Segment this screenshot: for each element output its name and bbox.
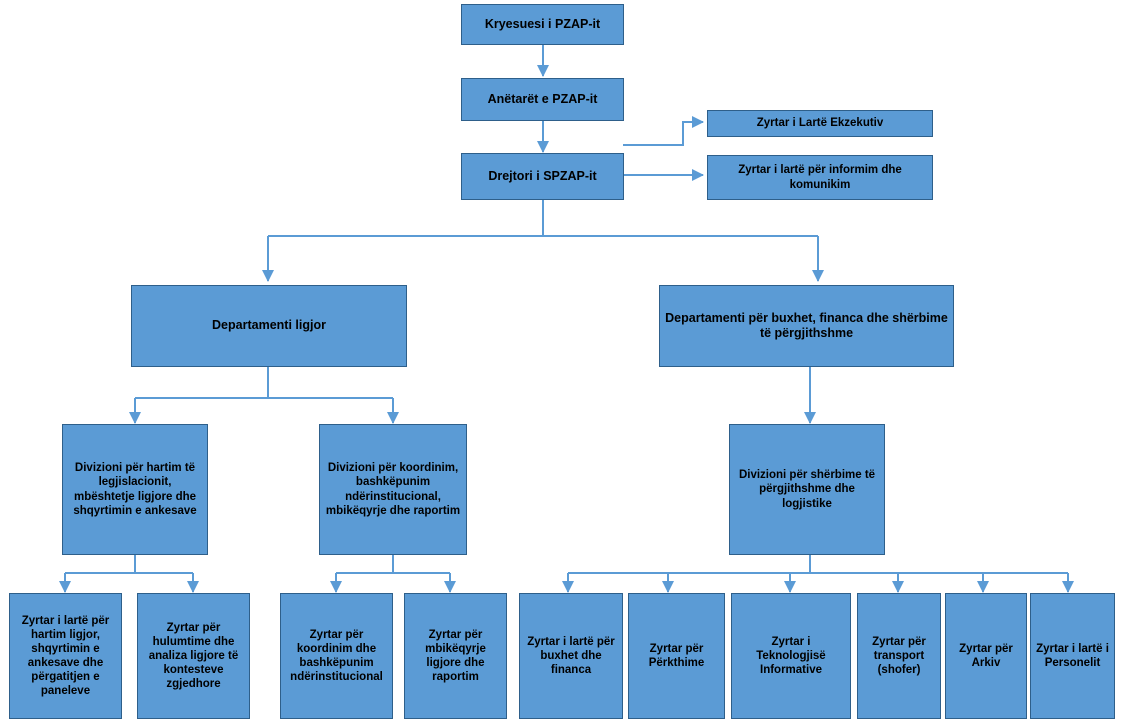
node-label: Zyrtar i Teknologjisë Informative [756,635,826,676]
node-label: Zyrtar i Lartë Ekzekutiv [756,117,884,130]
node-label: Zyrtar për Arkiv [959,642,1013,669]
node-zyrtar-arkiv[interactable] [945,593,1027,719]
node-zyrtar-hartim-ligjor[interactable] [9,593,122,719]
node-divizioni-sherbime-logjistike[interactable] [729,424,885,555]
node-departamenti-ligjor[interactable] [131,285,407,367]
node-label: Anëtarët e PZAP-it [487,91,598,106]
node-zyrtar-perkthime[interactable] [628,593,725,719]
node-label: Divizioni për hartim të legjislacionit, mbështetje ligjore dhe shqyrtimin e ankesave [73,462,197,517]
node-label: Departamenti për buxhet, financa dhe shërbime të përgjithshme [665,310,948,340]
node-label: Divizioni për koordinim, bashkëpunim ndërinstitucional, mbikëqyrje dhe raportim [325,462,461,517]
node-divizioni-koordinim-bashkepunim[interactable] [319,424,467,555]
node-label: Divizioni për shërbime të përgjithshme dhe logjistike [738,469,876,510]
node-label: Zyrtar i lartë për hartim ligjor, shqyrtimin e ankesave dhe përgatitjen e paneleve [21,614,110,698]
node-zyrtar-personelit[interactable] [1030,593,1115,719]
node-label: Drejtori i SPZAP-it [488,168,597,183]
node-label: Departamenti ligjor [212,318,326,333]
node-label: Zyrtar për Përkthime [648,642,705,669]
node-divizioni-hartim-legjislacionit[interactable] [62,424,208,555]
node-label: Kryesuesi i PZAP-it [484,16,601,31]
node-label: Zyrtar i lartë i Personelit [1036,642,1109,669]
node-kryesuesi-pzap[interactable] [461,4,624,45]
node-zyrtar-transport-shofer[interactable] [857,593,941,719]
node-label: Zyrtar për hulumtime dhe analiza ligjore të kontesteve zgjedhore [148,621,239,691]
node-zyrtar-teknologjise-informative[interactable] [731,593,851,719]
node-label: Zyrtar për transport (shofer) [872,635,926,676]
node-label: Zyrtar i lartë për informim dhe komunikim [738,164,902,191]
node-zyrtar-buxhet-financa[interactable] [519,593,623,719]
node-zyrtar-mbikeqyrje-raportim[interactable] [404,593,507,719]
node-zyrtar-koordinim-bashkepunim[interactable] [280,593,393,719]
node-label: Zyrtar për mbikëqyrje ligjore dhe raportim [425,628,486,684]
node-zyrtar-hulumtime-analiza[interactable] [137,593,250,719]
node-anetaret-pzap[interactable] [461,78,624,121]
node-label: Zyrtar për koordinim dhe bashkëpunim ndërinstitucional [290,628,383,684]
node-drejtori-spzap[interactable] [461,153,624,200]
node-zyrtar-informim-komunikim[interactable] [707,155,933,200]
node-departamenti-buxhet-financa[interactable] [659,285,954,367]
node-zyrtar-lart-ekzekutiv[interactable] [707,110,933,137]
node-label: Zyrtar i lartë për buxhet dhe financa [527,635,615,676]
